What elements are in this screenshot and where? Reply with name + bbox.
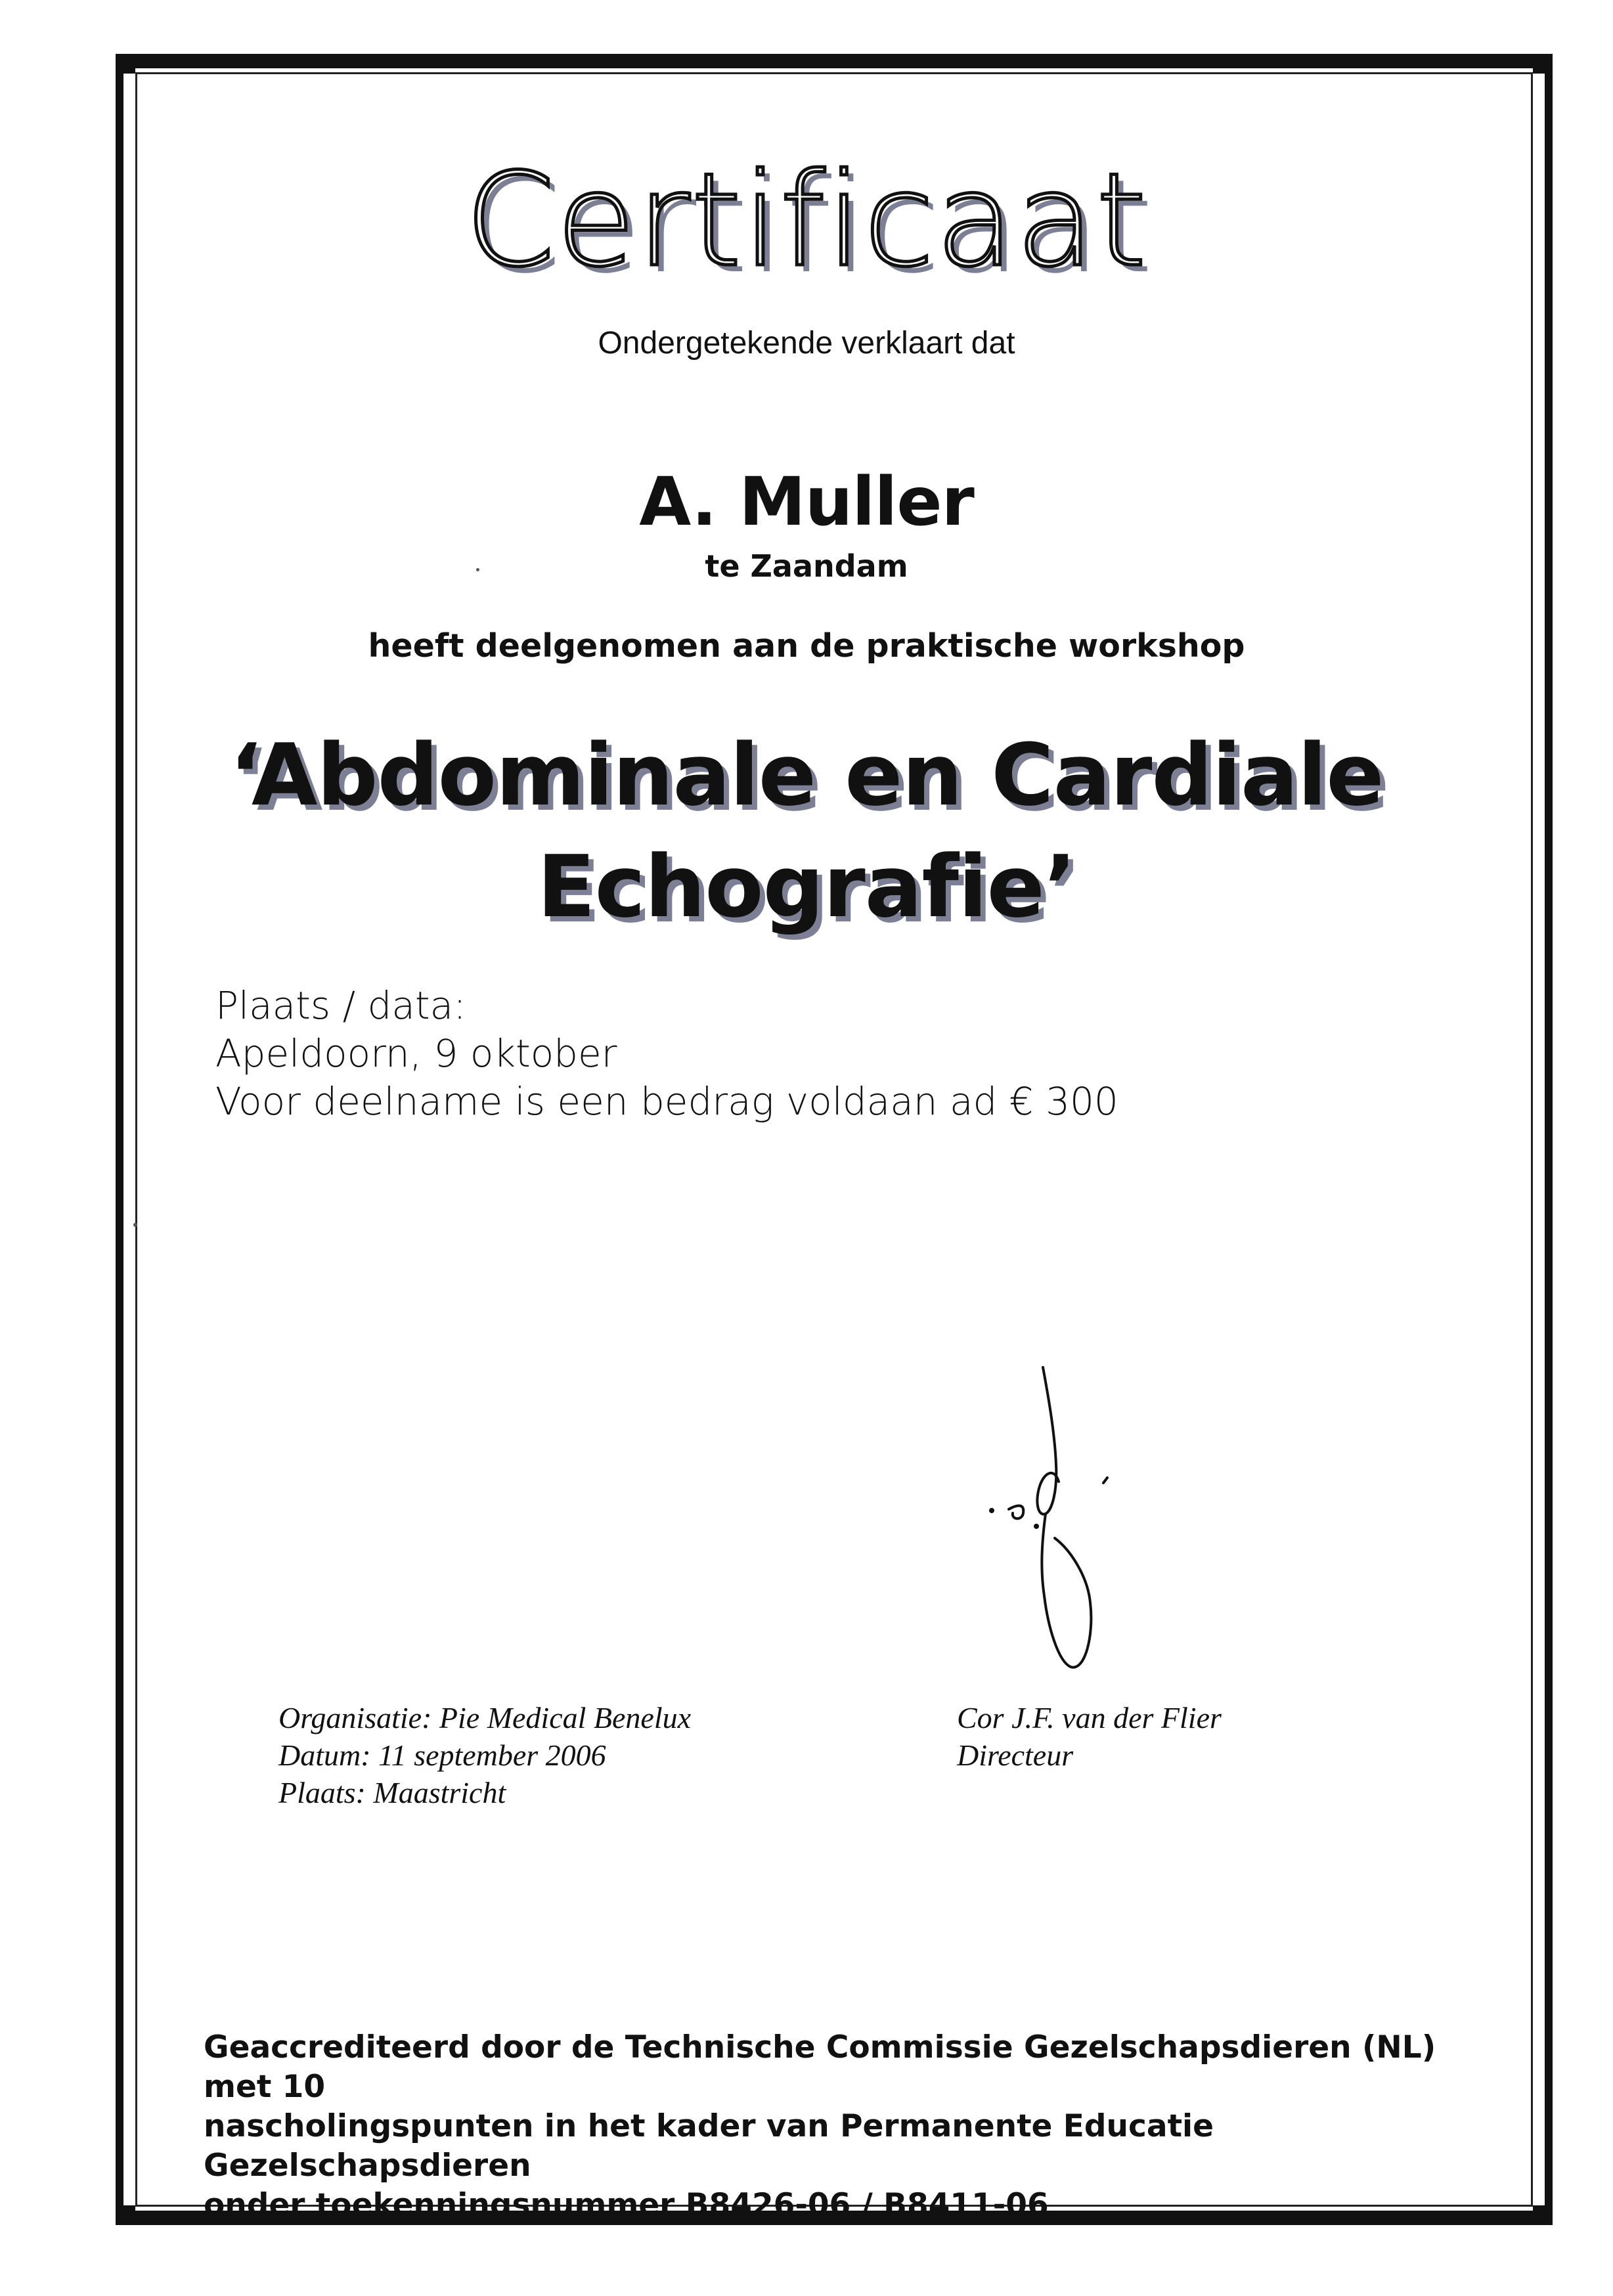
details-fee: Voor deelname is een bedrag voldaan ad € 300 (215, 1079, 1118, 1124)
recipient-place: te Zaandam (705, 548, 908, 584)
workshop-details (215, 982, 1118, 1126)
organisation-block (278, 1699, 691, 1811)
accreditation-line-2: nascholingspunten in het kader van Permanente Educatie Gezelschapsdieren (204, 2108, 1214, 2184)
recipient-name: A. Muller (639, 463, 974, 541)
certificate-title: Certificaat (465, 146, 1148, 296)
border-corner-top-right (1533, 54, 1553, 74)
inner-border (135, 72, 1533, 2207)
accreditation-line-1: Geaccrediteerd door de Technische Commissie Gezelschapsdieren (NL) met 10 (204, 2029, 1436, 2105)
workshop-title-line-1: ‘Abdominale en Cardiale (229, 725, 1384, 825)
border-corner-bottom-right (1533, 2205, 1553, 2225)
details-location-date: Apeldoorn, 9 oktober (215, 1031, 617, 1076)
border-corner-bottom-left (116, 2205, 135, 2225)
scan-speck (476, 568, 479, 571)
accreditation-line-3: onder toekenningsnummer B8426-06 / B8411-06 (204, 2187, 1049, 2223)
signer-block (957, 1699, 1222, 1774)
intro-text: Ondergetekende verklaart dat (598, 326, 1015, 361)
organisation-date: Datum: 11 september 2006 (278, 1738, 606, 1772)
workshop-intro: heeft deelgenomen aan de praktische workshop (368, 627, 1245, 665)
organisation-name: Organisatie: Pie Medical Benelux (278, 1701, 692, 1734)
organisation-place: Plaats: Maastricht (278, 1776, 506, 1809)
signer-role: Directeur (957, 1738, 1074, 1772)
accreditation-text (204, 2028, 1511, 2225)
border-corner-top-left (116, 54, 135, 74)
signer-name: Cor J.F. van der Flier (957, 1701, 1222, 1734)
signature (972, 1353, 1130, 1681)
details-label: Plaats / data: (215, 983, 466, 1028)
scan-speck (133, 1223, 137, 1227)
workshop-title (0, 719, 1613, 942)
workshop-title-line-2: Echografie’ (537, 837, 1076, 937)
